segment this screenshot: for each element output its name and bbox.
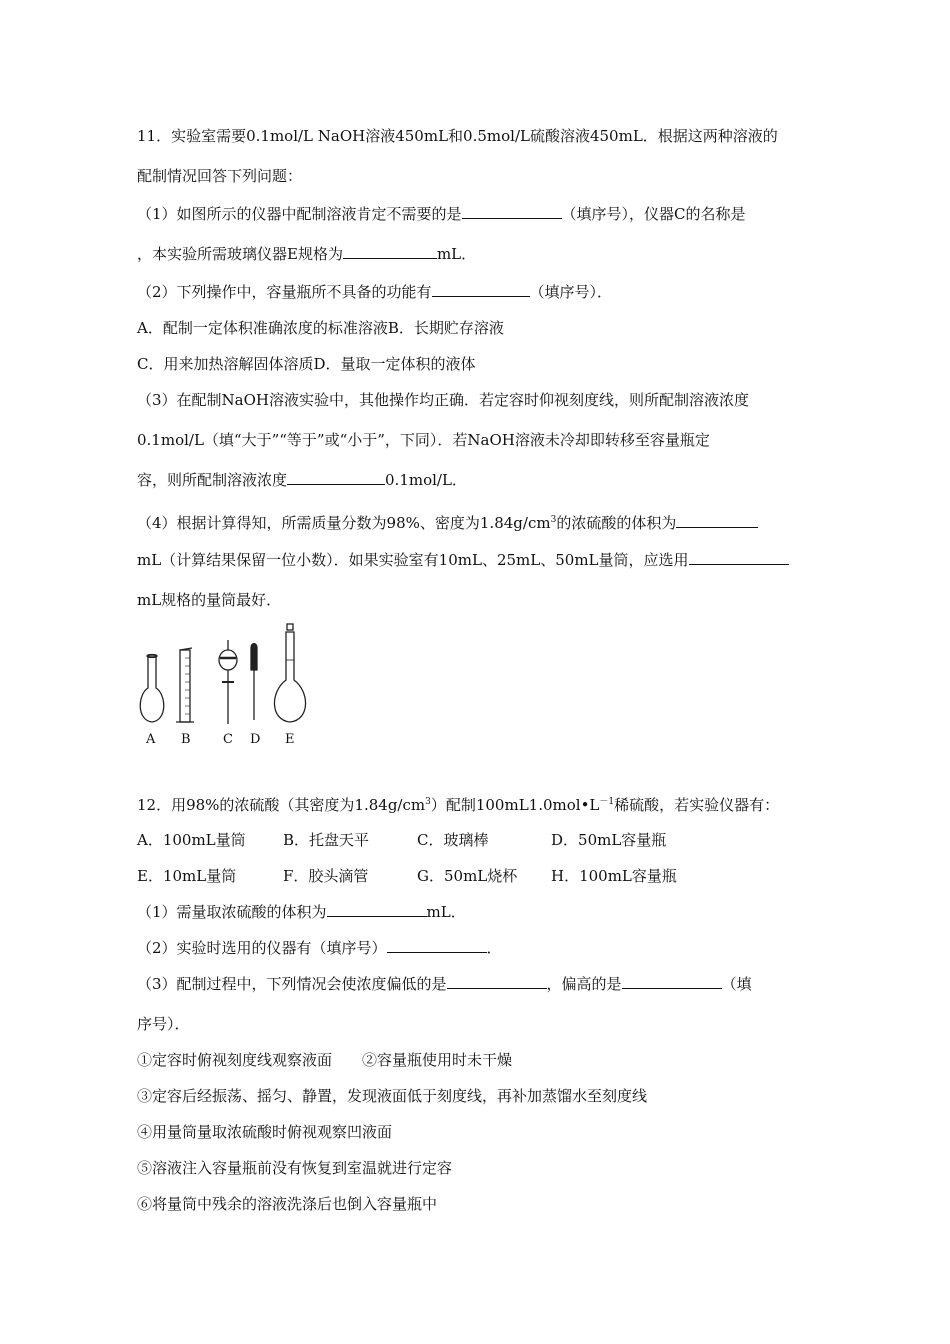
q11-options-ab: A．配制一定体积准确浓度的标准溶液B．长期贮存溶液 bbox=[137, 319, 504, 337]
q11-part1-line1 bbox=[137, 204, 746, 224]
q11-part3-text-b: 0.1mol/L（填“大于”“等于”或“小于”，下同）．若NaOH溶液未冷却即转移至容量瓶定 bbox=[137, 431, 710, 449]
superscript: 3 bbox=[550, 515, 557, 525]
q11-part2-text-b: （填序号）． bbox=[529, 283, 613, 301]
q11-part4-line2 bbox=[137, 550, 789, 570]
volumetric-flask-e-icon bbox=[274, 624, 305, 722]
q12-part2-line bbox=[137, 938, 502, 958]
q11-part4-text-c: mL（计算结果保留一位小数）．如果实验室有10mL、25mL、50mL量筒，应选用 bbox=[137, 551, 689, 569]
q11-part1-text-d: mL． bbox=[436, 245, 477, 263]
q11-part3-text-d: 0.1mol/L． bbox=[385, 471, 467, 489]
q11-part1-line2 bbox=[137, 244, 476, 264]
answer-blank bbox=[327, 902, 427, 917]
q11-part1-text-a: （1）如图所示的仪器中配制溶液肯定不需要的是 bbox=[137, 205, 462, 223]
option-e: E．10mL量筒 bbox=[137, 867, 237, 885]
flask-a-icon bbox=[140, 655, 164, 723]
funnel-c-icon bbox=[219, 640, 237, 724]
option-b: B．托盘天平 bbox=[283, 831, 370, 849]
q11-part4-line3: mL规格的量筒最好． bbox=[137, 591, 282, 609]
q11-part2-line bbox=[137, 282, 612, 302]
q12-item-6: ⑥将量筒中残余的溶液洗涤后也倒入容量瓶中 bbox=[137, 1195, 438, 1213]
q11-part2-text-a: （2）下列操作中，容量瓶所不具备的功能有 bbox=[137, 283, 432, 301]
q12-intro bbox=[137, 792, 779, 815]
dropper-d-icon bbox=[251, 644, 257, 721]
q12-part3-text-b: ，偏高的是 bbox=[546, 975, 622, 993]
figure-label-d: D bbox=[250, 732, 261, 747]
q12-intro-text-c: 稀硫酸，若实验仪器有： bbox=[614, 796, 780, 814]
superscript: －1 bbox=[599, 797, 615, 807]
q11-part4-line1 bbox=[137, 510, 758, 533]
q11-part3-line3 bbox=[137, 470, 467, 490]
q11-part4-text-b: 的浓硫酸的体积为 bbox=[556, 514, 677, 532]
q12-item-4: ④用量筒量取浓硫酸时俯视观察凹液面 bbox=[137, 1123, 393, 1141]
answer-blank bbox=[622, 974, 722, 989]
q11-options-cd: C．用来加热溶解固体溶质D．量取一定体积的液体 bbox=[137, 355, 476, 373]
q12-part1-text-b: mL． bbox=[426, 903, 466, 921]
lab-instruments-figure bbox=[132, 620, 312, 752]
figure-label-e: E bbox=[285, 732, 295, 747]
q11-part3-text-c: 容，则所配制溶液浓度 bbox=[137, 471, 288, 489]
answer-blank bbox=[387, 938, 487, 953]
option-d: D．50mL容量瓶 bbox=[551, 831, 667, 849]
figure-label-a: A bbox=[146, 732, 156, 747]
answer-blank bbox=[676, 513, 758, 528]
q11-part3-line1: （3）在配制NaOH溶液实验中，其他操作均正确．若定容时仰视刻度线，则所配制溶液浓度 bbox=[137, 391, 749, 409]
q12-part1-text-a: （1）需量取浓硫酸的体积为 bbox=[137, 903, 327, 921]
answer-blank bbox=[287, 470, 385, 485]
cylinder-b-icon bbox=[176, 648, 194, 722]
q11-part4-text-a: （4）根据计算得知，所需质量分数为98%、密度为1.84g/cm bbox=[137, 514, 551, 532]
q11-intro-line1: 11．实验室需要0.1mol/L NaOH溶液450mL和0.5mol/L硫酸溶液450mL．根据这两种溶液的 bbox=[137, 127, 778, 145]
q12-intro-text-b: ）配制100mL1.0mol•L bbox=[430, 796, 600, 814]
q12-part2-text-a: （2）实验时选用的仪器有（填序号） bbox=[137, 939, 387, 957]
answer-blank bbox=[689, 550, 789, 565]
option-h: H．100mL容量瓶 bbox=[551, 867, 677, 885]
q12-item-5: ⑤溶液注入容量瓶前没有恢复到室温就进行定容 bbox=[137, 1159, 453, 1177]
q11-part1-text-b: （填序号），仪器C的名称是 bbox=[561, 205, 746, 223]
q11-part3-line2 bbox=[137, 430, 710, 450]
q11-part1-text-c: ，本实验所需玻璃仪器E规格为 bbox=[137, 245, 343, 263]
figure-label-c: C bbox=[223, 732, 233, 747]
superscript: 3 bbox=[425, 797, 431, 807]
option-g: G．50mL烧杯 bbox=[417, 867, 518, 885]
q12-part3-text-a: （3）配制过程中，下列情况会使浓度偏低的是 bbox=[137, 975, 447, 993]
answer-blank bbox=[447, 974, 547, 989]
q12-part2-text-b: ． bbox=[486, 939, 502, 957]
q12-part1-line bbox=[137, 902, 466, 922]
figure-label-b: B bbox=[181, 732, 191, 747]
q12-part3-line1 bbox=[137, 974, 752, 994]
q12-part3-line2: 序号）． bbox=[137, 1015, 190, 1033]
q12-item-3: ③定容后经振荡、摇匀、静置，发现液面低于刻度线，再补加蒸馏水至刻度线 bbox=[137, 1087, 648, 1105]
answer-blank bbox=[462, 204, 562, 219]
option-f: F．胶头滴管 bbox=[283, 867, 369, 885]
q11-intro-line2: 配制情况回答下列问题： bbox=[137, 167, 303, 185]
answer-blank bbox=[343, 244, 437, 259]
q12-part3-text-c: （填 bbox=[721, 975, 752, 993]
answer-blank bbox=[432, 282, 530, 297]
option-a: A．100mL量筒 bbox=[137, 831, 246, 849]
q12-intro-text-a: 12．用98%的浓硫酸（其密度为1.84g/cm bbox=[137, 796, 426, 814]
q12-item-1-2: ①定容时俯视刻度线观察液面 ②容量瓶使用时未干燥 bbox=[137, 1051, 513, 1069]
option-c: C．玻璃棒 bbox=[417, 831, 489, 849]
